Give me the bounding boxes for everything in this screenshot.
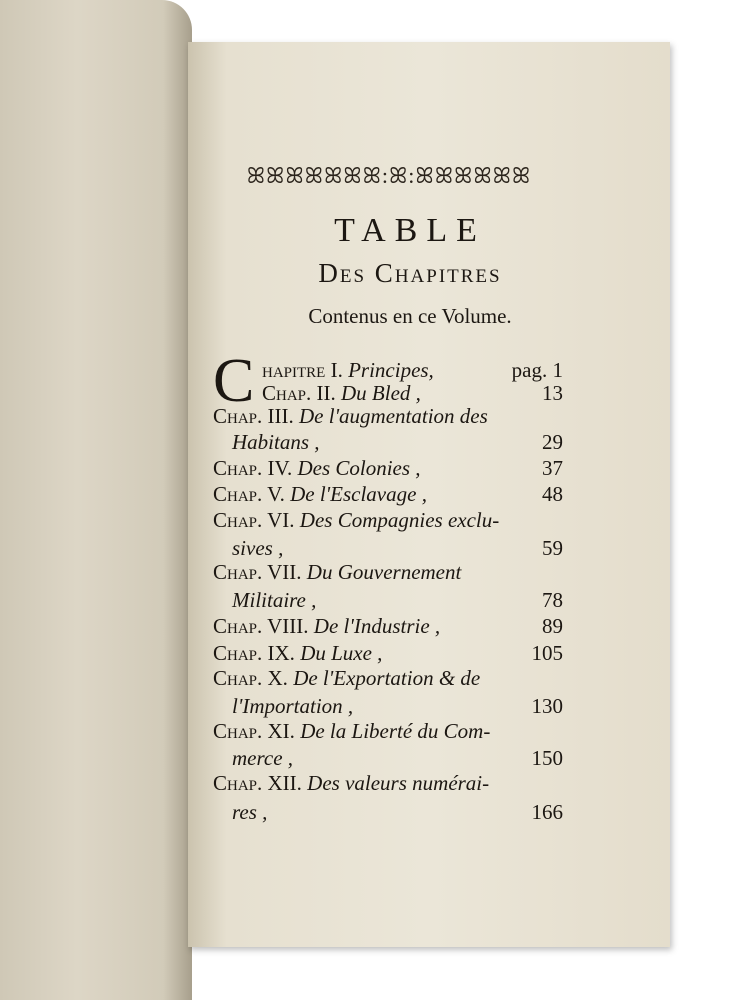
- chapter-number: Chap. VII.: [213, 560, 302, 584]
- toc-line: [232, 694, 563, 720]
- chapter-number: Chap. IV.: [213, 456, 293, 480]
- chapter-number: Chap. X.: [213, 666, 288, 690]
- toc-line: [213, 456, 563, 482]
- page-subtitle: Des Chapitres: [318, 258, 502, 288]
- chapter-title: res ,: [232, 800, 268, 824]
- toc-line: [213, 719, 563, 745]
- chapter-title: sives ,: [232, 536, 284, 560]
- chapter-number: Chap. XI.: [213, 719, 295, 743]
- chapter-title: De l'Esclavage ,: [290, 482, 427, 506]
- chapter-number: Chap. XII.: [213, 771, 302, 795]
- page-number: 105: [531, 641, 563, 665]
- chapter-title: Des Compagnies exclu-: [299, 508, 500, 532]
- chapter-title: De la Liberté du Com-: [300, 719, 491, 743]
- page-number: 29: [542, 430, 563, 454]
- toc-line: [213, 771, 563, 797]
- toc-line: [213, 508, 563, 534]
- drop-cap: C: [213, 347, 255, 415]
- toc-line: [232, 800, 563, 826]
- chapter-title: Du Luxe ,: [300, 641, 383, 665]
- page-number: pag. 1: [511, 358, 563, 382]
- toc-line: [213, 666, 563, 692]
- chapter-title: De l'Industrie ,: [313, 614, 441, 638]
- chapter-number: Chap. V.: [213, 482, 285, 506]
- left-page: [0, 0, 192, 1000]
- chapter-number: Chap. III.: [213, 404, 294, 428]
- toc-line: [213, 404, 563, 430]
- page-number: 59: [542, 536, 563, 560]
- page-number: 13: [542, 381, 563, 405]
- chapter-title: l'Importation ,: [232, 694, 354, 718]
- chapter-title: Des valeurs numérai-: [307, 771, 490, 795]
- chapter-title: Militaire ,: [232, 588, 317, 612]
- chapter-number: Chap. VI.: [213, 508, 295, 532]
- toc-line: [232, 588, 563, 614]
- chapter-title: Des Colonies ,: [297, 456, 421, 480]
- chapter-title: Principes,: [348, 358, 434, 382]
- toc-line: [232, 430, 563, 456]
- chapter-title: Habitans ,: [232, 430, 320, 454]
- page-subtitle-2: Contenus en ce Volume.: [308, 304, 512, 328]
- page-number: 78: [542, 588, 563, 612]
- ornament-band: ꕤꕤꕤꕤꕤꕤꕤ:ꕤ:ꕤꕤꕤꕤꕤꕤ: [246, 163, 532, 188]
- page-number: 89: [542, 614, 563, 638]
- chapter-number: Chap. VIII.: [213, 614, 309, 638]
- chapter-number: Chap. II.: [262, 381, 336, 405]
- chapter-title: De l'Exportation & de: [293, 666, 481, 690]
- chapter-number: hapitre I.: [262, 358, 343, 382]
- toc-line: [213, 482, 563, 508]
- page-number: 48: [542, 482, 563, 506]
- chapter-title: Du Gouvernement: [306, 560, 462, 584]
- chapter-number: Chap. IX.: [213, 641, 295, 665]
- toc-line: [213, 614, 563, 640]
- page-number: 166: [531, 800, 563, 824]
- page-title: TABLE: [334, 212, 486, 249]
- chapter-title: Du Bled ,: [341, 381, 421, 405]
- chapter-title: merce ,: [232, 746, 294, 770]
- chapter-title: De l'augmentation des: [299, 404, 488, 428]
- toc-line: [232, 536, 563, 562]
- toc-line: [213, 641, 563, 667]
- page-number: 130: [531, 694, 563, 718]
- toc-line: [213, 560, 563, 586]
- page-number: 150: [531, 746, 563, 770]
- page-number: 37: [542, 456, 563, 480]
- toc-line: [232, 746, 563, 772]
